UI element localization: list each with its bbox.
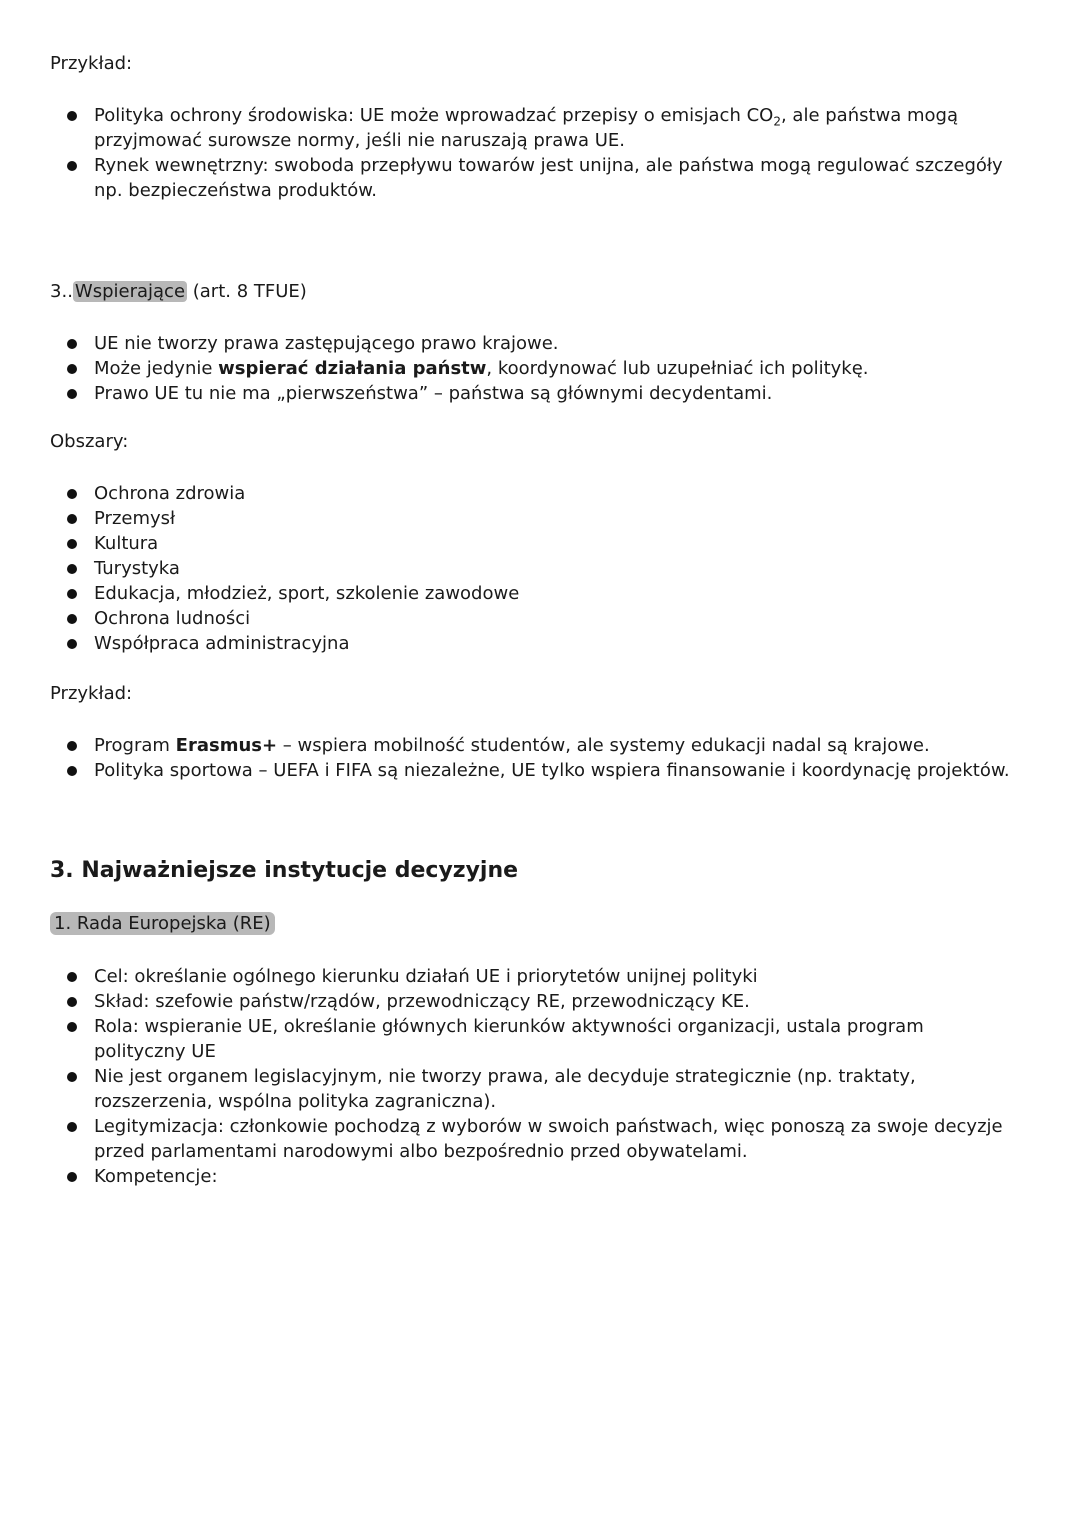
areas-label: Obszary: (50, 431, 129, 452)
bullet-icon (67, 766, 77, 776)
example-label: Przykład: (50, 683, 133, 704)
list-item: Polityka sportowa – UEFA i FIFA są niezależne, UE tylko wspiera finansowanie i koordynację projektów. (0, 758, 1080, 783)
bullet-icon (67, 539, 77, 549)
list-item: Legitymizacja: członkowie pochodzą z wyborów w swoich państwach, więc ponoszą za swoje decyzje przed parlamentami narodowymi albo bezpośrednio przed obywatelami. (0, 1114, 1080, 1164)
bullet-icon (67, 997, 77, 1007)
list-item: Edukacja, młodzież, sport, szkolenie zawodowe (0, 581, 1080, 606)
bullet-icon (67, 972, 77, 982)
list-item: Współpraca administracyjna (0, 631, 1080, 656)
supporting-list (0, 331, 1080, 406)
highlight: Wspierające (74, 281, 186, 302)
highlight: 1. Rada Europejska (RE) (50, 912, 275, 935)
list-item: Może jedynie wspierać działania państw, koordynować lub uzupełniać ich politykę. (0, 356, 1080, 381)
bullet-icon (67, 639, 77, 649)
bullet-icon (67, 489, 77, 499)
bullet-icon (67, 741, 77, 751)
bullet-icon (67, 339, 77, 349)
list-item: Prawo UE tu nie ma „pierwszeństwa” – państwa są głównymi decydentami. (0, 381, 1080, 406)
list-item: Polityka ochrony środowiska: UE może wprowadzać przepisy o emisjach $CO_2$, ale państwa mogą przyjmować surowsze normy, jeśli nie naruszają prawa UE. (0, 103, 1080, 153)
list-item: Ochrona ludności (0, 606, 1080, 631)
section-heading: 3. Najważniejsze instytucje decyzyjne (50, 858, 519, 883)
example-list (0, 103, 1080, 203)
list-item: Rynek wewnętrzny: swoboda przepływu towarów jest unijna, ale państwa mogą regulować szczegóły np. bezpieczeństwa produktów. (0, 153, 1080, 203)
bullet-icon (67, 564, 77, 574)
list-item: Ochrona zdrowia (0, 481, 1080, 506)
list-item: UE nie tworzy prawa zastępującego prawo krajowe. (0, 331, 1080, 356)
list-item: Skład: szefowie państw/rządów, przewodniczący RE, przewodniczący KE. (0, 989, 1080, 1014)
bullet-icon (67, 1172, 77, 1182)
supporting-competences-title: 3.. Wspierające (art. 8 TFUE) (50, 281, 307, 302)
list-item: Kultura (0, 531, 1080, 556)
bullet-icon (67, 364, 77, 374)
list-item: Nie jest organem legislacyjnym, nie tworzy prawa, ale decyduje strategicznie (np. traktaty, rozszerzenia, wspólna polityka zagraniczna). (0, 1064, 1080, 1114)
subheading (50, 912, 275, 936)
bullet-icon (67, 1122, 77, 1132)
list-item: Kompetencje: (0, 1164, 1080, 1189)
bullet-icon (67, 614, 77, 624)
list-item: Program Erasmus+ – wspiera mobilność studentów, ale systemy edukacji nadal są krajowe. (0, 733, 1080, 758)
bullet-icon (67, 111, 77, 121)
bullet-icon (67, 589, 77, 599)
institution-list (0, 964, 1080, 1189)
example-label: Przykład: (50, 53, 133, 74)
list-item: Rola: wspieranie UE, określanie głównych kierunków aktywności organizacji, ustala program polityczny UE (0, 1014, 1080, 1064)
list-item: Cel: określanie ogólnego kierunku działań UE i priorytetów unijnej polityki (0, 964, 1080, 989)
list-item: Turystyka (0, 556, 1080, 581)
list-item: Przemysł (0, 506, 1080, 531)
bullet-icon (67, 389, 77, 399)
bullet-icon (67, 514, 77, 524)
supporting-examples-list (0, 733, 1080, 783)
bullet-icon (67, 1072, 77, 1082)
bullet-icon (67, 161, 77, 171)
areas-list (0, 481, 1080, 656)
bullet-icon (67, 1022, 77, 1032)
